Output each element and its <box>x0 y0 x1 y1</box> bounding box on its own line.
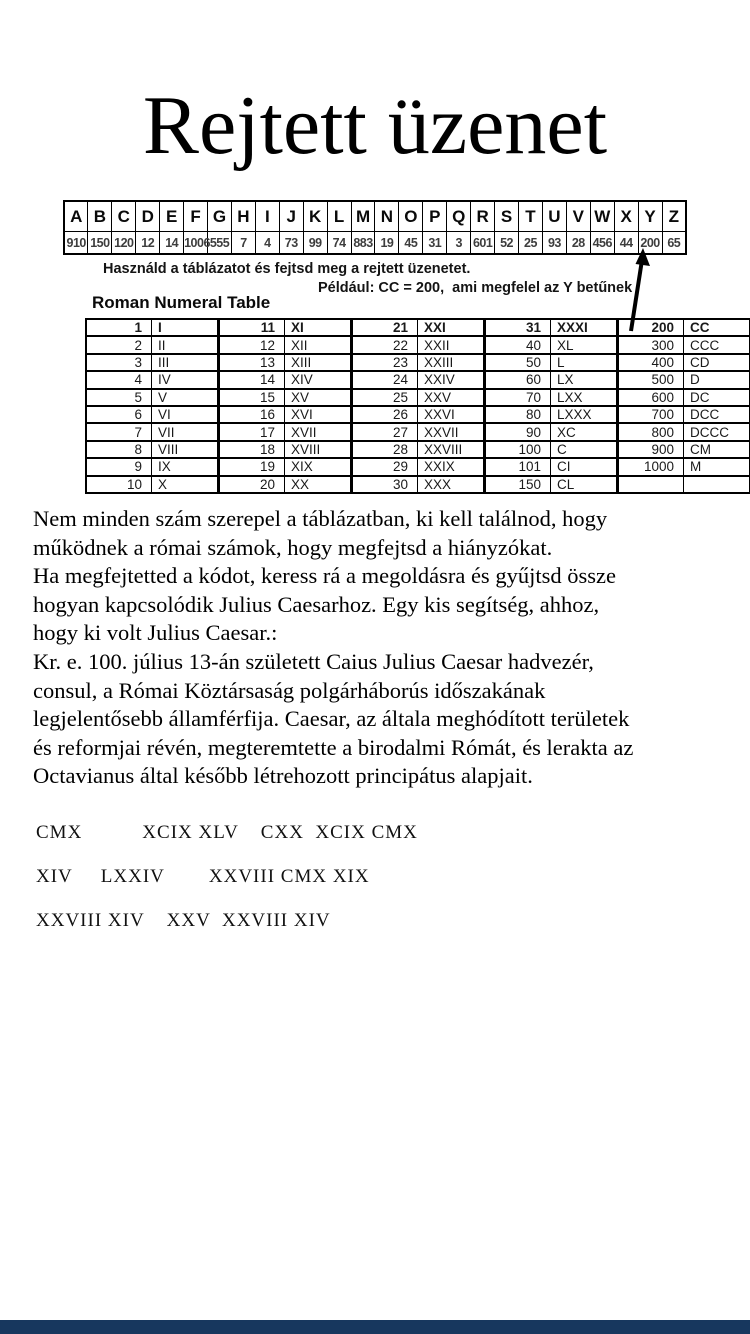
number-value-cell: 52 <box>495 232 519 255</box>
letter-cell: E <box>160 201 184 232</box>
cipher-message-line-2 <box>36 866 370 888</box>
letter-cell: D <box>136 201 160 232</box>
arabic-number-cell: 300 <box>618 336 684 353</box>
arabic-number-cell: 8 <box>86 441 152 458</box>
roman-numeral-cell: DCCC <box>684 423 750 440</box>
letter-cell: V <box>566 201 590 232</box>
roman-numeral-cell: XXV <box>418 389 485 406</box>
roman-table-row <box>86 389 750 406</box>
roman-numeral-cell: CD <box>684 354 750 371</box>
body-line: Octavianus által később létrehozott principátus alapjait. <box>33 763 533 789</box>
roman-numeral-cell: XXX <box>418 476 485 493</box>
number-value-cell: 31 <box>423 232 447 255</box>
cipher-segment: XXVIII CMX XIX <box>208 866 370 887</box>
roman-numeral-cell: XXVI <box>418 406 485 423</box>
number-value-cell: 601 <box>471 232 495 255</box>
arabic-number-cell: 70 <box>485 389 551 406</box>
cipher-segment: CMX <box>36 822 83 843</box>
letter-cell: I <box>255 201 279 232</box>
cipher-segment: LXXIV <box>100 866 165 887</box>
roman-numeral-cell: CL <box>551 476 618 493</box>
number-value-cell: 120 <box>112 232 136 255</box>
body-line: Nem minden szám szerepel a táblázatban, ki kell találnod, hogy <box>33 506 608 531</box>
roman-numeral-cell: IX <box>152 458 219 475</box>
roman-table-row <box>86 458 750 475</box>
number-value-cell: 25 <box>519 232 543 255</box>
roman-numeral-cell: XIV <box>285 371 352 388</box>
letter-cell: K <box>303 201 327 232</box>
arabic-number-cell: 80 <box>485 406 551 423</box>
roman-numeral-cell: DCC <box>684 406 750 423</box>
arabic-number-cell: 5 <box>86 389 152 406</box>
number-value-cell: 555 <box>208 232 232 255</box>
cipher-segment: XXVIII XIV <box>36 910 145 931</box>
roman-numeral-cell: C <box>551 441 618 458</box>
letter-cell: W <box>590 201 614 232</box>
arabic-number-cell: 23 <box>352 354 418 371</box>
arabic-number-cell: 20 <box>219 476 285 493</box>
roman-numeral-cell: XXIV <box>418 371 485 388</box>
arabic-number-cell: 101 <box>485 458 551 475</box>
number-value-cell: 45 <box>399 232 423 255</box>
arabic-number-cell: 6 <box>86 406 152 423</box>
letter-cell: G <box>208 201 232 232</box>
roman-numeral-cell: III <box>152 354 219 371</box>
arabic-number-cell: 21 <box>352 319 418 336</box>
roman-numeral-cell: X <box>152 476 219 493</box>
roman-numeral-cell: XXXI <box>551 319 618 336</box>
arabic-number-cell: 9 <box>86 458 152 475</box>
arabic-number-cell: 26 <box>352 406 418 423</box>
arabic-number-cell: 11 <box>219 319 285 336</box>
roman-numeral-cell: XXIX <box>418 458 485 475</box>
letter-cell: M <box>351 201 375 232</box>
arabic-number-cell: 700 <box>618 406 684 423</box>
roman-numeral-cell: XVI <box>285 406 352 423</box>
example-arrow-icon <box>605 240 660 340</box>
roman-table-body <box>86 319 750 493</box>
number-value-cell: 1006 <box>184 232 208 255</box>
alphabet-numbers-row <box>64 232 686 255</box>
roman-table-row <box>86 406 750 423</box>
letter-cell: R <box>471 201 495 232</box>
arabic-number-cell: 500 <box>618 371 684 388</box>
number-value-cell: 19 <box>375 232 399 255</box>
cipher-segment: XCIX XLV <box>142 822 239 843</box>
number-value-cell: 456 <box>590 232 614 255</box>
arabic-number-cell: 4 <box>86 371 152 388</box>
number-value-cell: 12 <box>136 232 160 255</box>
arabic-number-cell: 28 <box>352 441 418 458</box>
roman-numeral-cell: XXVIII <box>418 441 485 458</box>
roman-numeral-cell: LXX <box>551 389 618 406</box>
cipher-segment: XIV <box>36 866 73 887</box>
arabic-number-cell: 13 <box>219 354 285 371</box>
arabic-number-cell: 25 <box>352 389 418 406</box>
number-value-cell: 7 <box>231 232 255 255</box>
arabic-number-cell: 15 <box>219 389 285 406</box>
roman-numeral-cell: LXXX <box>551 406 618 423</box>
instruction-line-1: Használd a táblázatot és fejtsd meg a rejtett üzenetet. <box>103 261 471 277</box>
body-line: működnek a római számok, hogy megfejtsd a hiányzókat. <box>33 534 553 560</box>
roman-numeral-cell: VIII <box>152 441 219 458</box>
letter-cell: Z <box>662 201 686 232</box>
arabic-number-cell: 22 <box>352 336 418 353</box>
roman-numeral-cell: XVIII <box>285 441 352 458</box>
arabic-number-cell: 19 <box>219 458 285 475</box>
number-value-cell: 44 <box>614 232 638 255</box>
arabic-number-cell: 29 <box>352 458 418 475</box>
roman-numeral-cell: XXI <box>418 319 485 336</box>
arabic-number-cell: 50 <box>485 354 551 371</box>
roman-numeral-cell: XV <box>285 389 352 406</box>
letter-cell: Q <box>447 201 471 232</box>
roman-numeral-cell: XVII <box>285 423 352 440</box>
number-value-cell: 65 <box>662 232 686 255</box>
arabic-number-cell: 30 <box>352 476 418 493</box>
arabic-number-cell: 150 <box>485 476 551 493</box>
roman-numeral-cell: LX <box>551 371 618 388</box>
cipher-segment: CXX XCIX CMX <box>260 822 418 843</box>
roman-numeral-cell: DC <box>684 389 750 406</box>
roman-numeral-cell: CM <box>684 441 750 458</box>
alphabet-cipher-table <box>63 200 687 255</box>
body-line: hogyan kapcsolódik Julius Caesarhoz. Egy kis segítség, ahhoz, <box>33 591 600 617</box>
letter-cell: H <box>231 201 255 232</box>
number-value-cell: 93 <box>542 232 566 255</box>
letter-cell: T <box>519 201 543 232</box>
arabic-number-cell: 27 <box>352 423 418 440</box>
number-value-cell: 73 <box>279 232 303 255</box>
body-line: Kr. e. 100. július 13-án született Caius Julius Caesar hadvezér, <box>33 648 594 674</box>
arabic-number-cell: 90 <box>485 423 551 440</box>
roman-numeral-cell: IV <box>152 371 219 388</box>
letter-cell: O <box>399 201 423 232</box>
arabic-number-cell: 7 <box>86 423 152 440</box>
letter-cell: S <box>495 201 519 232</box>
roman-numeral-cell <box>684 476 750 493</box>
number-value-cell: 99 <box>303 232 327 255</box>
roman-table-heading: Roman Numeral Table <box>92 293 271 312</box>
arabic-number-cell: 100 <box>485 441 551 458</box>
roman-numeral-cell: XIX <box>285 458 352 475</box>
roman-numeral-cell: CC <box>684 319 750 336</box>
arabic-number-cell: 900 <box>618 441 684 458</box>
arabic-number-cell: 17 <box>219 423 285 440</box>
arabic-number-cell: 12 <box>219 336 285 353</box>
number-value-cell: 14 <box>160 232 184 255</box>
body-text <box>33 505 633 791</box>
arabic-number-cell: 24 <box>352 371 418 388</box>
cipher-segment: XXV XXVIII XIV <box>166 910 331 931</box>
roman-table-row <box>86 354 750 371</box>
number-value-cell: 910 <box>64 232 88 255</box>
arabic-number-cell: 1 <box>86 319 152 336</box>
arabic-number-cell: 400 <box>618 354 684 371</box>
letter-cell: P <box>423 201 447 232</box>
letter-cell: C <box>112 201 136 232</box>
number-value-cell: 74 <box>327 232 351 255</box>
arabic-number-cell: 800 <box>618 423 684 440</box>
arabic-number-cell <box>618 476 684 493</box>
arabic-number-cell: 600 <box>618 389 684 406</box>
roman-numeral-cell: M <box>684 458 750 475</box>
roman-numeral-cell: VI <box>152 406 219 423</box>
roman-table-row <box>86 371 750 388</box>
roman-numeral-cell: D <box>684 371 750 388</box>
letter-cell: L <box>327 201 351 232</box>
roman-numeral-cell: I <box>152 319 219 336</box>
number-value-cell: 883 <box>351 232 375 255</box>
number-value-cell: 200 <box>638 232 662 255</box>
body-line: legjelentősebb államférfija. Caesar, az általa meghódított területek <box>33 706 630 732</box>
roman-numeral-cell: XIII <box>285 354 352 371</box>
page-title: Rejtett üzenet <box>142 79 608 172</box>
roman-numeral-cell: XL <box>551 336 618 353</box>
instruction-line-2: Például: CC = 200, ami megfelel az Y betűnek <box>318 280 633 296</box>
cipher-message-line-3 <box>36 910 331 932</box>
arabic-number-cell: 16 <box>219 406 285 423</box>
roman-numeral-cell: XI <box>285 319 352 336</box>
roman-table-row <box>86 441 750 458</box>
arabic-number-cell: 3 <box>86 354 152 371</box>
body-line: és reformjai révén, megteremtette a birodalmi Rómát, és lerakta az <box>33 734 634 760</box>
letter-cell: U <box>542 201 566 232</box>
roman-numeral-cell: XC <box>551 423 618 440</box>
roman-numeral-cell: II <box>152 336 219 353</box>
arabic-number-cell: 2 <box>86 336 152 353</box>
arabic-number-cell: 40 <box>485 336 551 353</box>
roman-numeral-cell: XXIII <box>418 354 485 371</box>
arabic-number-cell: 14 <box>219 371 285 388</box>
arabic-number-cell: 10 <box>86 476 152 493</box>
roman-numeral-cell: XII <box>285 336 352 353</box>
roman-numeral-cell: VII <box>152 423 219 440</box>
arabic-number-cell: 18 <box>219 441 285 458</box>
arabic-number-cell: 1000 <box>618 458 684 475</box>
number-value-cell: 28 <box>566 232 590 255</box>
roman-numeral-cell: XX <box>285 476 352 493</box>
roman-table-row <box>86 476 750 493</box>
number-value-cell: 150 <box>88 232 112 255</box>
letter-cell: J <box>279 201 303 232</box>
roman-numeral-cell: XXVII <box>418 423 485 440</box>
alphabet-letters-row <box>64 201 686 232</box>
body-line: hogy ki volt Julius Caesar.: <box>33 620 278 646</box>
arabic-number-cell: 60 <box>485 371 551 388</box>
letter-cell: B <box>88 201 112 232</box>
letter-cell: N <box>375 201 399 232</box>
letter-cell: X <box>614 201 638 232</box>
number-value-cell: 4 <box>255 232 279 255</box>
roman-numeral-cell: V <box>152 389 219 406</box>
roman-numeral-cell: CI <box>551 458 618 475</box>
number-value-cell: 3 <box>447 232 471 255</box>
cipher-message-line-1 <box>36 822 418 844</box>
arabic-number-cell: 200 <box>618 319 684 336</box>
letter-cell: A <box>64 201 88 232</box>
arabic-number-cell: 31 <box>485 319 551 336</box>
roman-table-row <box>86 423 750 440</box>
body-line: Ha megfejtetted a kódot, keress rá a megoldásra és gyűjtsd össze <box>33 563 616 589</box>
letter-cell: Y <box>638 201 662 232</box>
roman-numeral-cell: L <box>551 354 618 371</box>
letter-cell: F <box>184 201 208 232</box>
roman-numeral-table <box>85 318 750 494</box>
body-line: consul, a Római Köztársaság polgárháborús időszakának <box>33 677 546 703</box>
roman-numeral-cell: CCC <box>684 336 750 353</box>
roman-numeral-cell: XXII <box>418 336 485 353</box>
bottom-accent-bar <box>0 1320 750 1334</box>
